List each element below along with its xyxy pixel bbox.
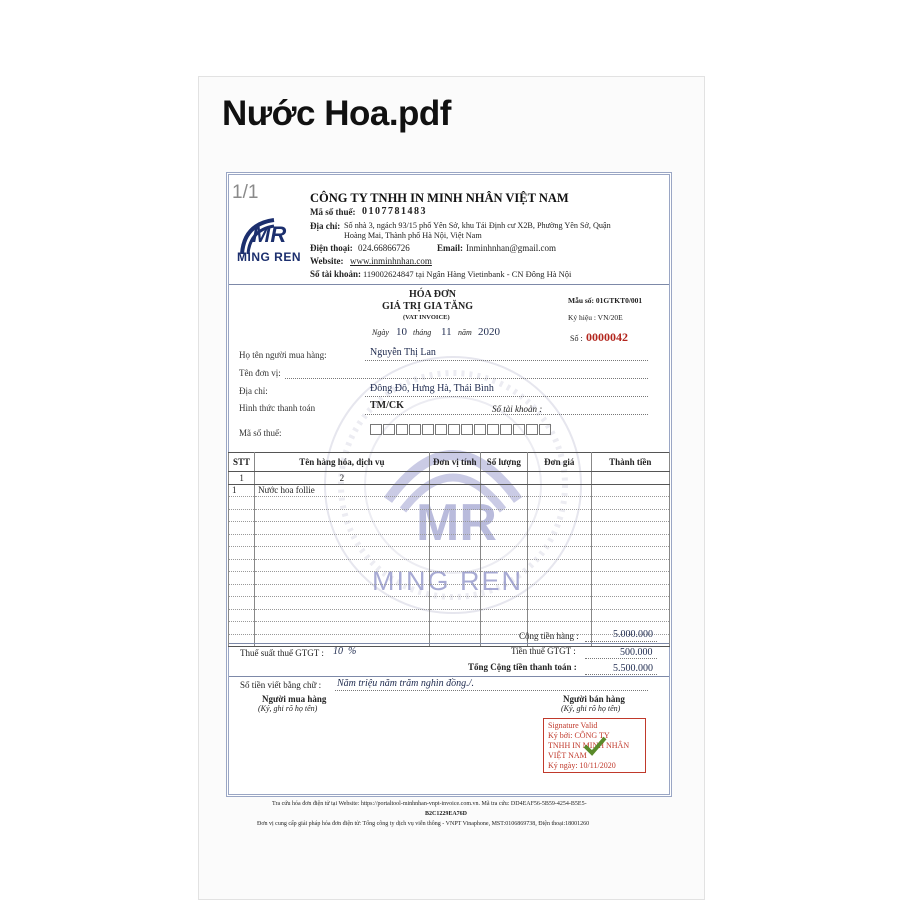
buyer-address-label: Địa chỉ: xyxy=(239,386,268,396)
index-row xyxy=(229,472,670,485)
form-number: Mẫu số: 01GTKT0/001 xyxy=(568,296,643,305)
item-price xyxy=(527,484,591,497)
footer-lookup-line: Tra cứu hóa đơn điện tử tại Website: https://portaltool-minhnhan-vnpt-invoice.com.vn. Mã tra cứu: DD4EAF56-5B59-4254-B5E5- xyxy=(272,801,587,807)
logo-mark: MR xyxy=(252,222,287,247)
grand-total-value: 5.500.000 xyxy=(613,663,653,674)
buyer-signature-title: Người mua hàng xyxy=(262,694,327,704)
footer-lookup-code: B2C1229EA76D xyxy=(425,811,468,817)
index-cell xyxy=(429,472,480,485)
table-row xyxy=(229,622,670,635)
buyer-name-label: Họ tên người mua hàng: xyxy=(239,350,327,360)
company-account: 119002624847 tại Ngân Hàng Vietinbank - CN Đông Hà Nội xyxy=(363,269,572,279)
buyer-account-label: Số tài khoản : xyxy=(492,404,543,414)
table-row xyxy=(229,572,670,585)
col-amount: Thành tiền xyxy=(591,453,669,472)
table-header-row xyxy=(229,453,670,472)
checkmark-icon xyxy=(583,736,607,756)
company-address-line2: Hoàng Mai, Thành phố Hà Nội, Việt Nam xyxy=(344,231,482,240)
table-row xyxy=(229,509,670,522)
table-row xyxy=(229,497,670,510)
table-row xyxy=(229,559,670,572)
subtotal-value: 5.000.000 xyxy=(613,629,653,640)
table-row xyxy=(229,522,670,535)
buyer-name: Nguyễn Thị Lan xyxy=(370,347,436,358)
payment-method: TM/CK xyxy=(370,400,404,411)
col-qty: Số lượng xyxy=(480,453,527,472)
company-website-link[interactable]: www.inminhnhan.com xyxy=(350,256,432,266)
vat-rate-unit: % xyxy=(348,646,357,657)
date-day-label: Ngày xyxy=(372,328,389,337)
dotted-line xyxy=(365,396,648,397)
dotted-line xyxy=(585,658,657,659)
tax-code: 0107781483 xyxy=(362,206,427,217)
page-indicator: 1/1 xyxy=(232,182,259,203)
amount-in-words: Năm triệu năm trăm nghìn đồng./. xyxy=(337,678,474,689)
buyer-tax-boxes xyxy=(370,424,552,435)
unit-label: Tên đơn vị: xyxy=(239,368,281,378)
invoice-title: HÓA ĐƠN xyxy=(409,289,456,300)
index-cell: 1 xyxy=(229,472,255,485)
dotted-line xyxy=(335,690,648,691)
dotted-line xyxy=(585,674,657,675)
buyer-address: Đông Đô, Hưng Hà, Thái Bình xyxy=(370,383,494,394)
address-label: Địa chỉ: xyxy=(310,221,341,231)
date-month-label: tháng xyxy=(413,328,432,337)
seller-signature-title: Người bán hàng xyxy=(563,694,625,704)
stamp-signer-name: TNHH IN MINH NHÂN xyxy=(548,741,630,750)
totals-bottom-divider xyxy=(229,676,669,677)
stamp-date: Ký ngày: 10/11/2020 xyxy=(548,761,616,770)
vat-rate-value: 10 xyxy=(333,646,343,657)
vat-amount-label: Tiền thuế GTGT : xyxy=(511,646,576,656)
stamp-status: Signature Valid xyxy=(548,721,598,730)
index-cell xyxy=(527,472,591,485)
header-divider xyxy=(229,284,669,285)
vat-rate-label: Thuế suất thuế GTGT : xyxy=(240,648,324,658)
email-label: Email: xyxy=(437,243,463,253)
item-unit xyxy=(429,484,480,497)
table-row xyxy=(229,547,670,560)
date-month: 11 xyxy=(441,326,452,338)
table-row xyxy=(229,584,670,597)
company-phone: 024.66866726 xyxy=(358,243,410,253)
invoice-subtitle: GIÁ TRỊ GIA TĂNG xyxy=(382,301,474,312)
dotted-line xyxy=(365,414,648,415)
stamp-signer-name-2: VIỆT NAM xyxy=(548,751,587,760)
item-name: Nước hoa follie xyxy=(255,484,430,497)
invoice-title-en: (VAT INVOICE) xyxy=(403,314,450,321)
item-amount xyxy=(591,484,669,497)
totals-divider xyxy=(229,643,669,644)
logo-name: MING REN xyxy=(237,250,301,264)
col-stt: STT xyxy=(229,453,255,472)
invoice-number-label: Số : xyxy=(570,334,583,343)
phone-label: Điện thoại: xyxy=(310,243,353,253)
buyer-signature-note: (Ký, ghi rõ họ tên) xyxy=(258,704,318,713)
company-name: CÔNG TY TNHH IN MINH NHÂN VIỆT NAM xyxy=(310,191,569,205)
item-stt: 1 xyxy=(229,484,255,497)
watermark-name: MING REN xyxy=(372,566,523,596)
table-row xyxy=(229,609,670,622)
table-row xyxy=(229,597,670,610)
buyer-tax-label: Mã số thuế: xyxy=(239,428,282,438)
file-title: Nước Hoa.pdf xyxy=(222,94,451,133)
table-row xyxy=(229,534,670,547)
company-email[interactable]: Inminhnhan@gmail.com xyxy=(466,243,557,253)
website-label: Website: xyxy=(310,256,344,266)
vat-amount-value: 500.000 xyxy=(620,647,653,658)
subtotal-label: Cộng tiền hàng : xyxy=(519,631,579,641)
date-year: 2020 xyxy=(478,326,500,338)
tax-code-label: Mã số thuế: xyxy=(310,207,356,217)
company-address-line1: Số nhà 3, ngách 93/15 phố Yên Sở, khu Tái Định cư X2B, Phường Yên Sở, Quận xyxy=(344,221,611,230)
index-cell: 2 xyxy=(255,472,430,485)
col-price: Đơn giá xyxy=(527,453,591,472)
svg-text:MR: MR xyxy=(416,494,497,552)
payment-label: Hình thức thanh toán xyxy=(239,403,316,413)
date-year-label: năm xyxy=(458,328,472,337)
dotted-line xyxy=(585,641,657,642)
amount-in-words-label: Số tiền viết bằng chữ : xyxy=(240,680,322,690)
dotted-line xyxy=(365,360,648,361)
dotted-line xyxy=(285,378,648,379)
invoice-symbol: Ký hiệu : VN/20E xyxy=(568,313,623,322)
stamp-signer-label: Ký bởi: CÔNG TY xyxy=(548,731,610,740)
index-cell xyxy=(591,472,669,485)
invoice-number: 0000042 xyxy=(586,330,628,344)
grand-total-label: Tổng Cộng tiền thanh toán : xyxy=(468,662,577,672)
seller-signature-note: (Ký, ghi rõ họ tên) xyxy=(561,704,621,713)
item-qty xyxy=(480,484,527,497)
footer-provider-line: Đơn vị cung cấp giải pháp hóa đơn điện tử: Tổng công ty dịch vụ viễn thông - VNPT Vinaphone, MST:0106869738, Điện thoại:18001260 xyxy=(257,821,590,827)
col-name: Tên hàng hóa, dịch vụ xyxy=(255,453,430,472)
index-cell xyxy=(480,472,527,485)
table-row xyxy=(229,484,670,497)
items-table xyxy=(228,452,670,647)
account-label: Số tài khoản: xyxy=(310,269,362,279)
date-day: 10 xyxy=(396,326,407,338)
col-unit: Đơn vị tính xyxy=(429,453,480,472)
